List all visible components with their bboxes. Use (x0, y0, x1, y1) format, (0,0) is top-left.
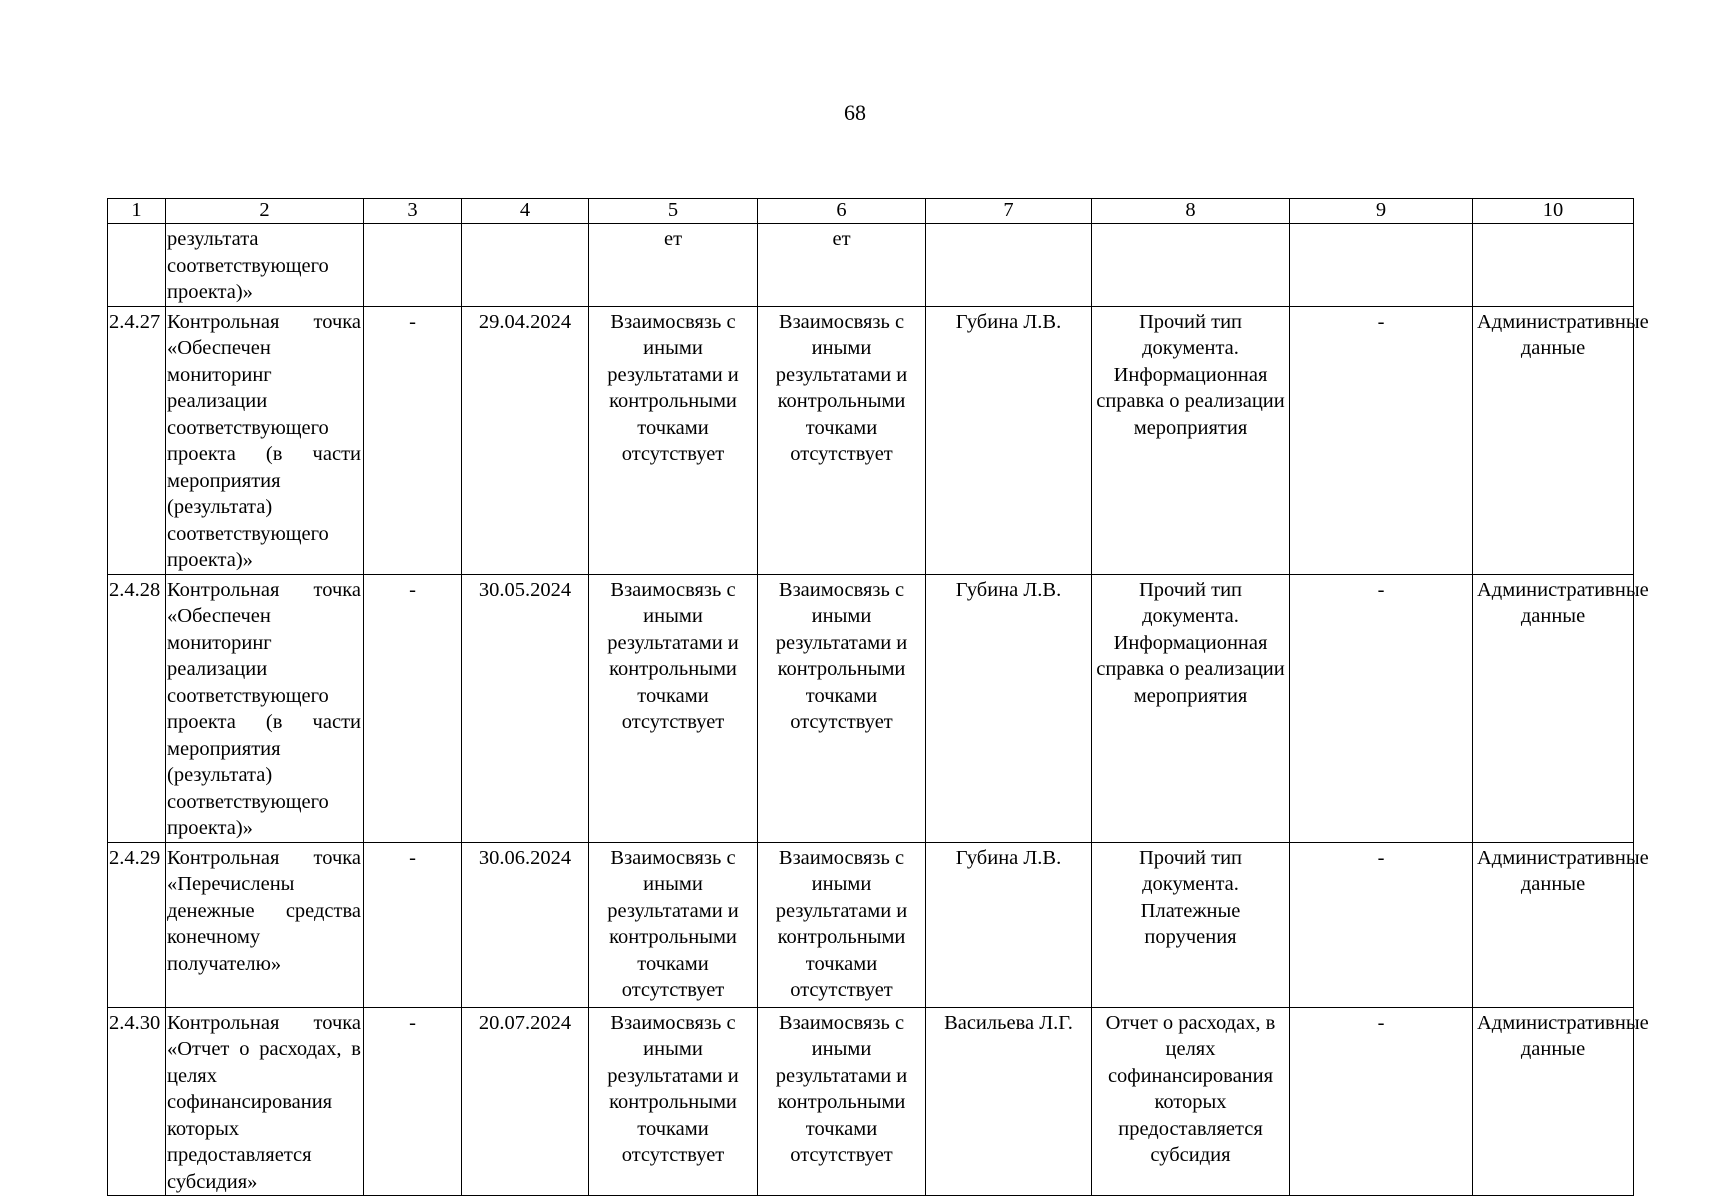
cell-responsible: Губина Л.В. (926, 574, 1092, 842)
header-cell: 9 (1290, 199, 1473, 224)
table-header-row (108, 199, 1634, 224)
table-row (108, 1007, 1634, 1196)
cell-num: 2.4.30 (108, 1007, 166, 1196)
header-cell: 5 (589, 199, 758, 224)
cell-name: результата соответствующего проекта)» (166, 224, 364, 307)
cell-col5: Взаимосвязь с иными результатами и контрольными точками отсутствует (589, 1007, 758, 1196)
cell-responsible: Губина Л.В. (926, 842, 1092, 1007)
cell-source: Административные данные (1473, 574, 1634, 842)
cell-col5: Взаимосвязь с иными результатами и контрольными точками отсутствует (589, 306, 758, 574)
cell-date: 20.07.2024 (462, 1007, 589, 1196)
cell-date: 29.04.2024 (462, 306, 589, 574)
cell-responsible: Губина Л.В. (926, 306, 1092, 574)
cell-col6: ет (758, 224, 926, 307)
cell-col6: Взаимосвязь с иными результатами и контрольными точками отсутствует (758, 306, 926, 574)
cell-col3 (364, 224, 462, 307)
cell-responsible (926, 224, 1092, 307)
header-cell: 6 (758, 199, 926, 224)
control-points-table (107, 198, 1649, 1196)
header-cell: 2 (166, 199, 364, 224)
cell-date (462, 224, 589, 307)
cell-name: Контрольная точка «Обеспечен мониторинг реализации соответствующего проекта (в части мероприятия (результата) соответствующего проекта)» (166, 574, 364, 842)
page-number: 68 (844, 100, 866, 125)
cell-date: 30.06.2024 (462, 842, 589, 1007)
cell-doc: Прочий тип документа. Платежные поручения (1092, 842, 1290, 1007)
header-cell: 7 (926, 199, 1092, 224)
cell-date: 30.05.2024 (462, 574, 589, 842)
cell-name: Контрольная точка «Обеспечен мониторинг реализации соответствующего проекта (в части мероприятия (результата) соответствующего проекта)» (166, 306, 364, 574)
cell-doc: Отчет о расходах, в целях софинансирования которых предоставляется субсидия (1092, 1007, 1290, 1196)
cell-responsible: Васильева Л.Г. (926, 1007, 1092, 1196)
cell-source: Административные данные (1473, 306, 1634, 574)
header-cell: 10 (1473, 199, 1634, 224)
cell-name: Контрольная точка «Перечислены денежные средства конечному получателю» (166, 842, 364, 1007)
cell-col3: - (364, 306, 462, 574)
cell-col6: Взаимосвязь с иными результатами и контрольными точками отсутствует (758, 574, 926, 842)
cell-col3: - (364, 842, 462, 1007)
cell-source: Административные данные (1473, 1007, 1634, 1196)
cell-col5: ет (589, 224, 758, 307)
cell-name: Контрольная точка «Отчет о расходах, в целях софинансирования которых предоставляется субсидия» (166, 1007, 364, 1196)
cell-col9: - (1290, 842, 1473, 1007)
cell-col3: - (364, 574, 462, 842)
cell-col9: - (1290, 1007, 1473, 1196)
cell-col5: Взаимосвязь с иными результатами и контрольными точками отсутствует (589, 574, 758, 842)
table-row (108, 574, 1634, 842)
cell-doc: Прочий тип документа. Информационная справка о реализации мероприятия (1092, 574, 1290, 842)
header-cell: 1 (108, 199, 166, 224)
cell-col3: - (364, 1007, 462, 1196)
header-cell: 4 (462, 199, 589, 224)
cell-doc (1092, 224, 1290, 307)
cell-source (1473, 224, 1634, 307)
cell-doc: Прочий тип документа. Информационная справка о реализации мероприятия (1092, 306, 1290, 574)
cell-num (108, 224, 166, 307)
cell-col9: - (1290, 574, 1473, 842)
cell-col9 (1290, 224, 1473, 307)
table-row (108, 306, 1634, 574)
continuation-row (108, 224, 1634, 307)
cell-num: 2.4.29 (108, 842, 166, 1007)
cell-num: 2.4.27 (108, 306, 166, 574)
cell-source: Административные данные (1473, 842, 1634, 1007)
cell-col9: - (1290, 306, 1473, 574)
cell-num: 2.4.28 (108, 574, 166, 842)
table-row (108, 842, 1634, 1007)
cell-col5: Взаимосвязь с иными результатами и контрольными точками отсутствует (589, 842, 758, 1007)
cell-col6: Взаимосвязь с иными результатами и контрольными точками отсутствует (758, 842, 926, 1007)
cell-col6: Взаимосвязь с иными результатами и контрольными точками отсутствует (758, 1007, 926, 1196)
header-cell: 3 (364, 199, 462, 224)
header-cell: 8 (1092, 199, 1290, 224)
